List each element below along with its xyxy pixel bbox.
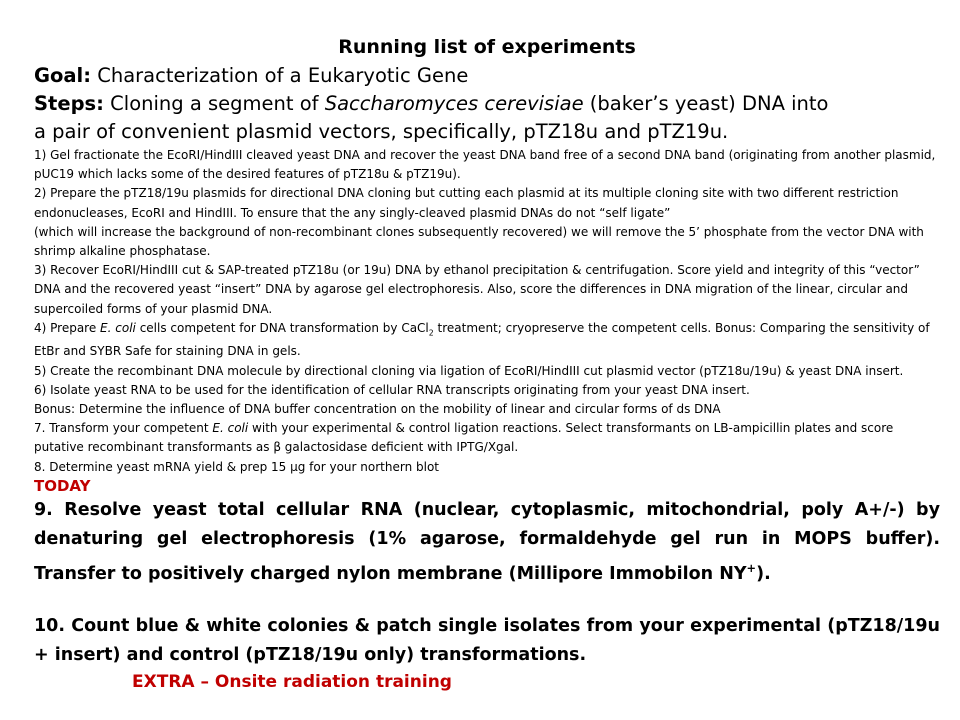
item-6-bonus: Bonus: Determine the influence of DNA buffer concentration on the mobility of linear and circular forms of ds DNA — [34, 402, 721, 417]
steps-text-b: (baker’s yeast) DNA into — [583, 92, 829, 115]
page-title: Running list of experiments — [338, 36, 636, 58]
steps-label: Steps: — [34, 92, 104, 115]
item-4-ecoli: E. coli — [100, 320, 136, 335]
step-9-superscript: + — [746, 560, 757, 575]
spacer — [34, 589, 940, 612]
item-2: 2) Prepare the pTZ18/19u plasmids for directional DNA cloning but cutting each plasmid at its multiple cloning site with two different restriction endonucleases, EcoRI and HindIII. To ensure that the any singly-cleaved plasmid DNAs do not “self ligate” — [34, 186, 899, 220]
item-1: 1) Gel fractionate the EcoRI/HindIII cleaved yeast DNA and recover the yeast DNA band free of a second DNA band (originating from another plasmid, pUC19 which lacks some of the desired features of pTZ18u & pTZ19u). — [34, 148, 936, 182]
steps-text-a: Cloning a segment of — [103, 92, 325, 115]
item-6: 6) Isolate yeast RNA to be used for the identification of cellular RNA transcripts originating from your yeast DNA insert. — [34, 382, 750, 397]
extra-note: EXTRA – Onsite radiation training — [132, 671, 452, 692]
step-9-text: 9. Resolve yeast total cellular RNA (nuclear, cytoplasmic, mitochondrial, poly A+/-) by denaturing gel electrophoresis (1% agarose, formaldehyde gel run in MOPS buffer). Transfer to positively charged nylon membrane (Millipore Immobilon NY — [34, 499, 940, 584]
item-7 — [34, 419, 940, 457]
step-9 — [34, 496, 940, 589]
item-4 — [34, 319, 940, 362]
item-4-subscript: 2 — [428, 328, 434, 338]
step-9-end: ). — [756, 563, 771, 584]
goal-line — [34, 62, 940, 90]
item-3: 3) Recover EcoRI/HindIII cut & SAP-treated pTZ18u (or 19u) DNA by ethanol precipitation & centrifugation. Score yield and integrity of this “vector” DNA and the recovered yeast “insert” DNA by agarose gel electrophoresis. Also, score the differences in DNA migration of the linear, circular and supercoiled forms of your plasmid DNA. — [34, 263, 920, 316]
step-10: 10. Count blue & white colonies & patch single isolates from your experimental (pTZ18/19u + insert) and control (pTZ18/19u only) transformations. — [34, 615, 940, 665]
item-7-ecoli: E. coli — [212, 421, 249, 436]
experiment-list — [34, 146, 940, 477]
goal-text: Characterization of a Eukaryotic Gene — [91, 64, 469, 87]
item-4-text-c: treatment; cryopreserve the competent cells. Bonus: Comparing the sensitivity of EtBr and SYBR Safe for staining DNA in gels. — [34, 320, 930, 359]
today-label: TODAY — [34, 476, 91, 495]
steps-line — [34, 90, 940, 118]
steps-organism: Saccharomyces cerevisiae — [324, 92, 584, 115]
steps-line-2: a pair of convenient plasmid vectors, specifically, pTZ18u and pTZ19u. — [34, 120, 729, 143]
item-4-text-a: 4) Prepare — [34, 320, 101, 335]
item-5: 5) Create the recombinant DNA molecule by directional cloning via ligation of EcoRI/HindIII cut plasmid vector (pTZ18u/19u) & yeast DNA insert. — [34, 363, 904, 378]
slide-content — [34, 34, 940, 694]
item-7-text-a: 7. Transform your competent — [34, 421, 213, 436]
goal-label: Goal: — [34, 64, 92, 87]
item-4-text-b: cells competent for DNA transformation by CaCl — [135, 320, 429, 335]
item-7-text-b: with your experimental & control ligation reactions. Select transformants on LB-ampicillin plates and score putative recombinant transformants as β galactosidase deficient with IPTG/Xgal. — [34, 421, 894, 455]
item-8: 8. Determine yeast mRNA yield & prep 15 µg for your northern blot — [34, 459, 439, 474]
item-2-continued: (which will increase the background of non-recombinant clones subsequently recovered) we will remove the 5’ phosphate from the vector DNA with shrimp alkaline phosphatase. — [34, 224, 924, 259]
